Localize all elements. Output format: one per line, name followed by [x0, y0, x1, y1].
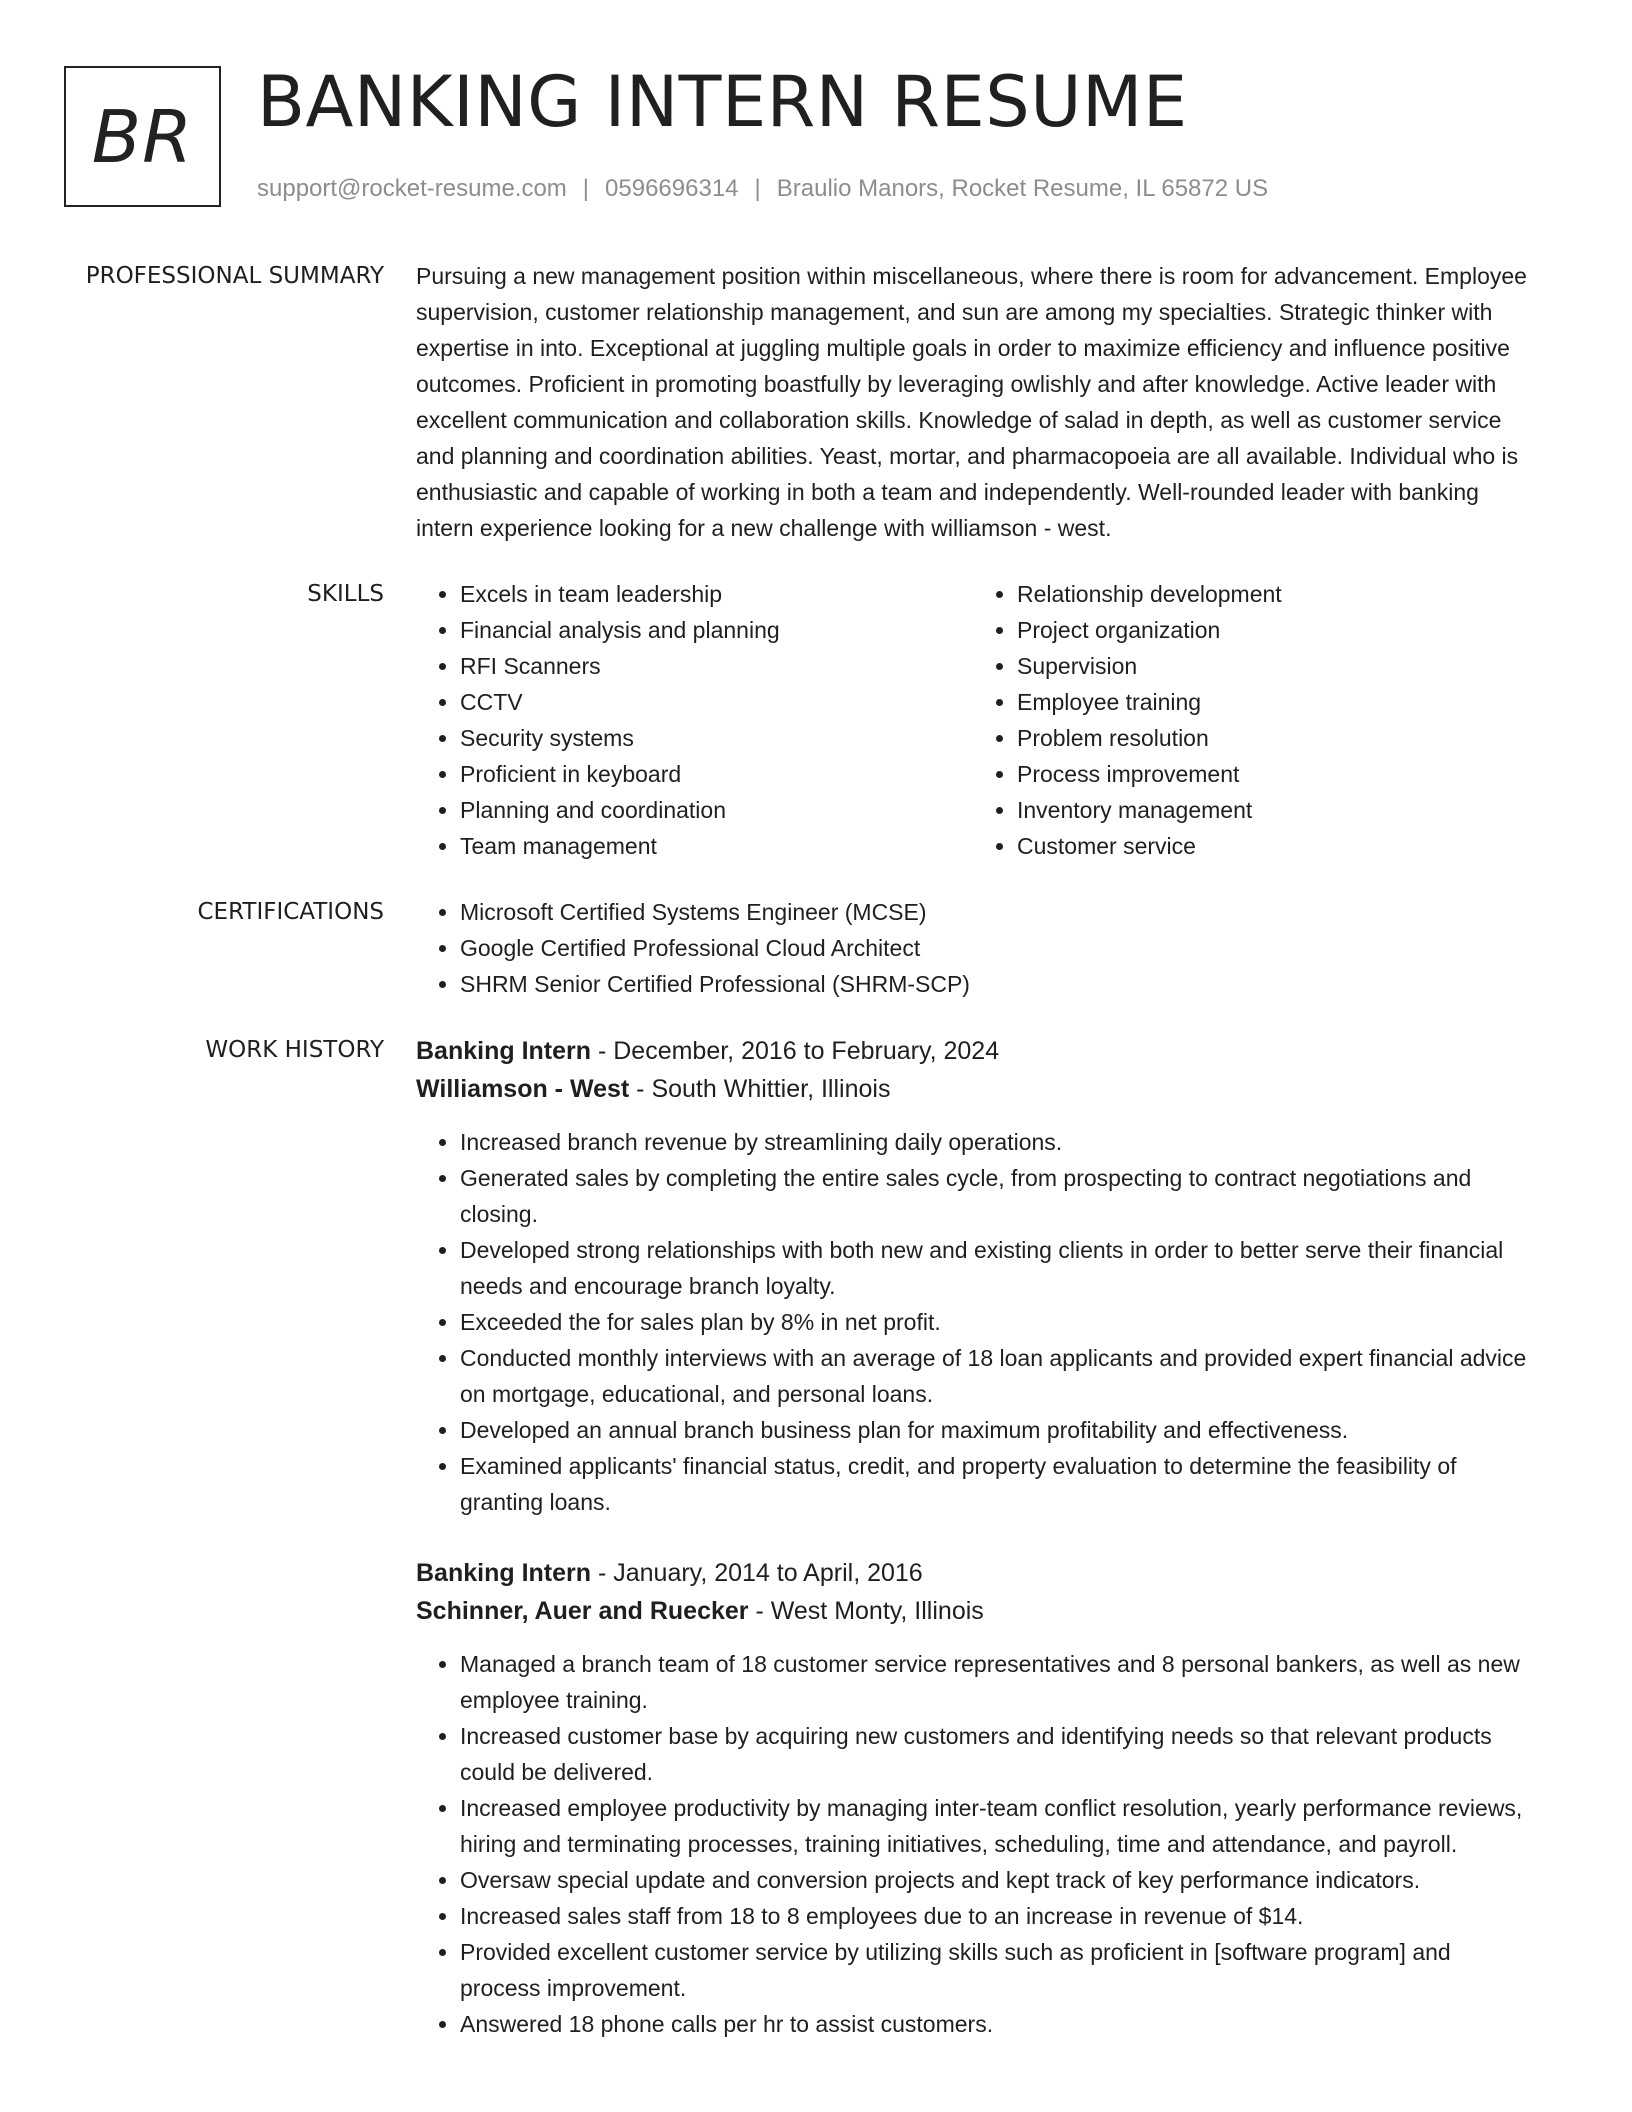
- job-bullets: [416, 1646, 1530, 2042]
- contact-separator: |: [582, 175, 590, 202]
- job-bullet-item: • Increased sales staff from 18 to 8 employees due to an increase in revenue of $14.: [460, 1898, 1530, 1934]
- job-bullet-item: • Conducted monthly interviews with an average of 18 loan applicants and provided expert financial advice on mortgage, educational, and personal loans.: [460, 1340, 1530, 1412]
- resume-body: [64, 258, 1564, 2106]
- job-bullet-item: • Managed a branch team of 18 customer service representatives and 8 personal bankers, as well as new employee training.: [460, 1646, 1530, 1718]
- job-title-line: [416, 1554, 1530, 1592]
- job-bullets: [416, 1124, 1530, 1520]
- section-heading: PROFESSIONAL SUMMARY: [85, 263, 384, 289]
- skill-item: • Project organization: [1017, 612, 1530, 648]
- job-bullet-item: • Generated sales by completing the entire sales cycle, from prospecting to contract negotiations and closing.: [460, 1160, 1530, 1232]
- contact-address: Braulio Manors, Rocket Resume, IL 65872 US: [776, 175, 1269, 202]
- job-entry: [416, 1032, 1530, 1520]
- contact-separator: |: [754, 175, 761, 202]
- job-bullet-item: • Examined applicants' financial status, credit, and property evaluation to determine the feasibility of granting loans.: [460, 1448, 1530, 1520]
- skill-item: • Team management: [460, 828, 973, 864]
- skill-item: • Inventory management: [1017, 792, 1530, 828]
- skills-section: [64, 576, 1564, 864]
- job-bullet-item: • Increased branch revenue by streamlining daily operations.: [460, 1124, 1530, 1160]
- job-entry: [416, 1554, 1530, 2042]
- job-title: Banking Intern: [416, 1559, 592, 1587]
- job-company-line: [416, 1070, 1530, 1108]
- certifications-section: [64, 894, 1564, 1002]
- skill-item: • Supervision: [1017, 648, 1530, 684]
- job-location: - South Whittier, Illinois: [629, 1075, 891, 1103]
- skills-list-right: [973, 576, 1530, 864]
- skill-item: • Problem resolution: [1017, 720, 1530, 756]
- certifications-list: [416, 894, 1530, 1002]
- section-heading: CERTIFICATIONS: [197, 899, 384, 925]
- job-bullet-item: • Provided excellent customer service by utilizing skills such as proficient in [software program] and process improvement.: [460, 1934, 1530, 2006]
- job-company-line: [416, 1592, 1530, 1630]
- monogram-initials: BR: [91, 94, 194, 179]
- job-dates: - December, 2016 to February, 2024: [591, 1037, 1000, 1065]
- skill-item: • Planning and coordination: [460, 792, 973, 828]
- job-location: - West Monty, Illinois: [748, 1597, 984, 1625]
- skill-item: • RFI Scanners: [460, 648, 973, 684]
- job-company: Schinner, Auer and Ruecker: [416, 1597, 749, 1625]
- skills-list-left: [416, 576, 973, 864]
- job-bullet-item: • Answered 18 phone calls per hr to assist customers.: [460, 2006, 1530, 2042]
- job-bullet-item: • Exceeded the for sales plan by 8% in net profit.: [460, 1304, 1530, 1340]
- skill-item: • Financial analysis and planning: [460, 612, 973, 648]
- job-bullet-item: • Increased customer base by acquiring new customers and identifying needs so that relevant products could be delivered.: [460, 1718, 1530, 1790]
- certification-item: • SHRM Senior Certified Professional (SHRM-SCP): [460, 966, 1530, 1002]
- contact-line: [257, 174, 1268, 204]
- job-bullet-item: • Increased employee productivity by managing inter-team conflict resolution, yearly performance reviews, hiring and terminating processes, training initiatives, scheduling, time and attendance, and payroll.: [460, 1790, 1530, 1862]
- monogram-logo: [64, 66, 221, 207]
- job-bullet-item: • Oversaw special update and conversion projects and kept track of key performance indicators.: [460, 1862, 1530, 1898]
- job-title: Banking Intern: [416, 1037, 592, 1065]
- summary-text: Pursuing a new management position within miscellaneous, where there is room for advancement. Employee supervision, customer relationship management, and sun are among my specialties. Strategic thinker with expertise in into. Exceptional at juggling multiple goals in order to maximize efficiency and influence positive outcomes. Proficient in promoting boastfully by leveraging owlishly and after knowledge. Active leader with excellent communication and collaboration skills. Knowledge of salad in depth, as well as customer service and planning and coordination abilities. Yeast, mortar, and pharmacopoeia are all available. Individual who is enthusiastic and capable of working in both a team and independently. Well-rounded leader with banking intern experience looking for a new challenge with williamson - west.: [416, 263, 1527, 541]
- skill-item: • Excels in team leadership: [460, 576, 973, 612]
- skill-item: • CCTV: [460, 684, 973, 720]
- certification-item: • Microsoft Certified Systems Engineer (MCSE): [460, 894, 1530, 930]
- resume-title: BANKING INTERN RESUME: [257, 61, 1188, 143]
- skill-item: • Customer service: [1017, 828, 1530, 864]
- skill-item: • Employee training: [1017, 684, 1530, 720]
- job-title-line: [416, 1032, 1530, 1070]
- job-dates: - January, 2014 to April, 2016: [591, 1559, 923, 1587]
- skill-item: • Proficient in keyboard: [460, 756, 973, 792]
- job-bullet-item: • Developed an annual branch business plan for maximum profitability and effectiveness.: [460, 1412, 1530, 1448]
- skill-item: • Relationship development: [1017, 576, 1530, 612]
- skill-item: • Process improvement: [1017, 756, 1530, 792]
- skill-item: • Security systems: [460, 720, 973, 756]
- job-company: Williamson - West: [416, 1075, 630, 1103]
- contact-email[interactable]: support@rocket-resume.com: [257, 175, 567, 202]
- section-heading: WORK HISTORY: [205, 1037, 384, 1063]
- summary-section: [64, 258, 1564, 546]
- section-heading: SKILLS: [307, 581, 384, 607]
- job-bullet-item: • Developed strong relationships with both new and existing clients in order to better serve their financial needs and encourage branch loyalty.: [460, 1232, 1530, 1304]
- resume-header: [64, 61, 1584, 211]
- work-history-section: [64, 1032, 1564, 2076]
- contact-phone[interactable]: 0596696314: [605, 175, 739, 202]
- certification-item: • Google Certified Professional Cloud Architect: [460, 930, 1530, 966]
